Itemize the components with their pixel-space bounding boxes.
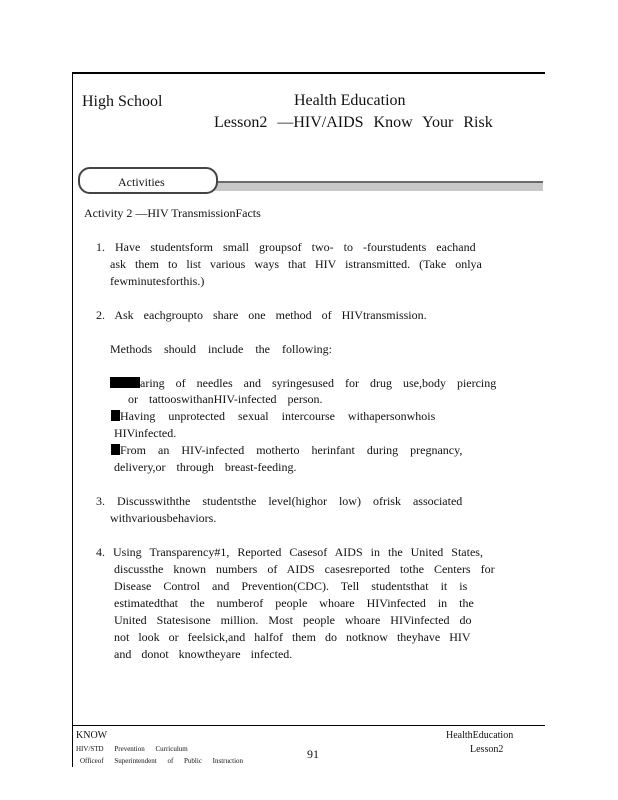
footer-curriculum: HIV/STD Prevention Curriculum	[76, 745, 188, 753]
item1-line3: fewminutesforthis.)	[110, 274, 205, 288]
bullet2-line1: Having unprotected sexual intercourse withapersonwhois	[120, 409, 436, 423]
footer-left-title: KNOW	[76, 730, 108, 741]
top-rule	[72, 72, 545, 74]
page-number: 91	[307, 747, 319, 761]
header-subject: Health Education	[294, 92, 406, 109]
item1-line2: ask them to list various ways that HIV istransmitted. (Take onlya	[110, 257, 482, 271]
item3-line1: 3. Discusswiththe studentsthe level(highor low) ofrisk associated	[96, 494, 463, 508]
item4-line6: not look or feelsick,and halfof them do notknow theyhave HIV	[114, 630, 471, 644]
section-label: Activities	[118, 175, 165, 189]
bullet2-line2: HIVinfected.	[114, 426, 177, 440]
bullet3-line1: From an HIV-infected motherto herinfant during pregnancy,	[120, 443, 463, 457]
bullet3-line2: delivery,or through breast-feeding.	[114, 460, 297, 474]
item4-line7: and donot knowtheyare infected.	[114, 647, 293, 661]
header-lesson-title: Lesson2 —HIV/AIDS Know Your Risk	[214, 114, 493, 131]
redaction-block	[110, 377, 140, 388]
item4-line3: Disease Control and Prevention(CDC). Tell studentsthat it is	[114, 579, 468, 593]
bullet1-line2: or tattooswithanHIV-infected person.	[128, 392, 323, 406]
item4-line2: discussthe known numbers of AIDS casesreported tothe Centers for	[114, 562, 495, 576]
item4-line5: United Statesisone million. Most people whoare HIVinfected do	[114, 613, 472, 627]
footer-rule	[72, 725, 545, 726]
item2-line2: Methods should include the following:	[110, 342, 332, 356]
item3-line2: withvariousbehaviors.	[110, 511, 217, 525]
item4-line4: estimatedthat the numberof people whoare HIVinfected in the	[114, 596, 474, 610]
bullet-marker	[111, 444, 120, 455]
bullet-marker	[111, 410, 120, 421]
activity-title: Activity 2 —HIV TransmissionFacts	[84, 206, 261, 220]
left-rule	[72, 72, 73, 767]
header-school: High School	[82, 93, 163, 110]
footer-office: Officeof Superintendent of Public Instruction	[80, 757, 244, 765]
footer-right-subject: HealthEducation	[446, 730, 514, 741]
section-divider-bar	[210, 181, 543, 191]
item1-line1: 1. Have studentsform small groupsof two- to -fourstudents eachand	[96, 240, 476, 254]
bullet1-line1: aring of needles and syringesused for drug use,body piercing	[140, 376, 497, 390]
item4-line1: 4. Using Transparency#1, Reported Casesof AIDS in the United States,	[96, 545, 483, 559]
item2-line1: 2. Ask eachgroupto share one method of HIVtransmission.	[96, 308, 427, 322]
footer-right-lesson: Lesson2	[470, 744, 504, 755]
